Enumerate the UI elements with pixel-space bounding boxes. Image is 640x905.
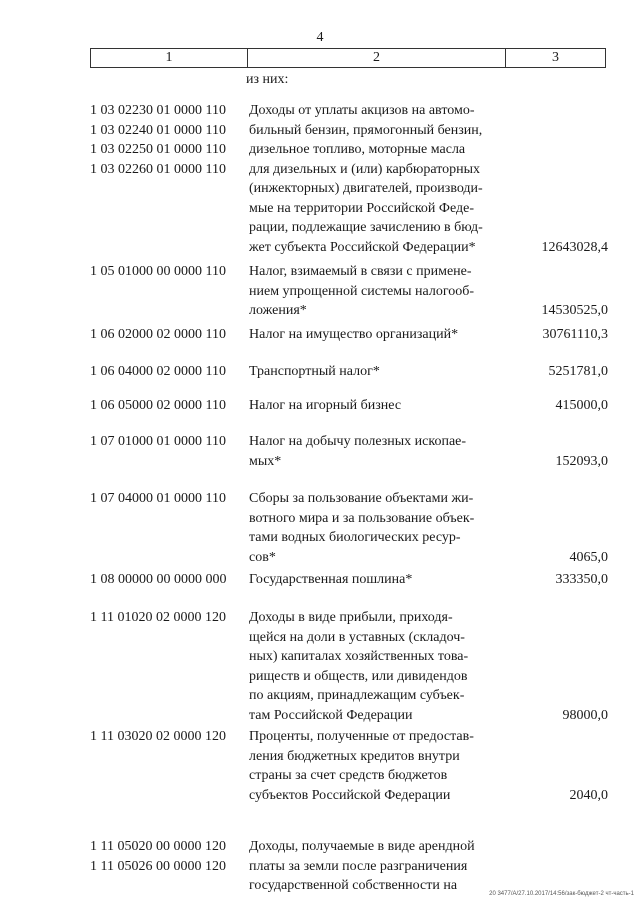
- description-line: Налог на добычу полезных ископае-: [249, 434, 467, 449]
- description-line: щейся на доли в уставных (складоч-: [249, 629, 465, 645]
- revenue-description: [249, 325, 500, 345]
- amount-value: 152093,0: [555, 453, 608, 469]
- amount-value: 2040,0: [569, 787, 608, 803]
- budget-code: [90, 396, 240, 416]
- description-line: Государственная пошлина*: [249, 572, 413, 587]
- revenue-description: [249, 570, 500, 590]
- page-number: 4: [316, 30, 324, 45]
- description-line: ления бюджетных кредитов внутри: [249, 748, 460, 764]
- revenue-description: [249, 262, 500, 321]
- description-line: вотного мира и за пользование объек-: [249, 510, 475, 526]
- revenue-description: [249, 101, 500, 257]
- description-line: Доходы от уплаты акцизов на автомо-: [249, 103, 475, 118]
- description-line: риществ и обществ, или дивидендов: [249, 668, 468, 684]
- description-line: Доходы в виде прибыли, приходя-: [249, 610, 453, 625]
- budget-code-line: 1 03 02240 01 0000 110: [90, 122, 226, 138]
- budget-code: [90, 262, 240, 282]
- budget-code-line: 1 06 04000 02 0000 110: [90, 364, 226, 379]
- description-line: (инжекторных) двигателей, производи-: [249, 181, 483, 196]
- description-line: Налог, взимаемый в связи с примене-: [249, 264, 472, 279]
- description-line: Налог на имущество организаций*: [249, 327, 459, 342]
- revenue-description: [249, 362, 500, 382]
- header-col-2: 2: [248, 49, 506, 67]
- description-line: тами водных биологических ресур-: [249, 530, 461, 545]
- description-line: субъектов Российской Федерации: [249, 787, 451, 803]
- budget-code-line: 1 11 01020 02 0000 120: [90, 610, 226, 625]
- revenue-description: [249, 432, 500, 471]
- revenue-description: [249, 727, 500, 805]
- description-line: по акциям, принадлежащим субъек-: [249, 688, 465, 703]
- description-line: страны за счет средств бюджетов: [249, 768, 448, 783]
- budget-code-line: 1 11 05026 00 0000 120: [90, 858, 226, 874]
- budget-code-line: 1 07 01000 01 0000 110: [90, 434, 226, 449]
- budget-code-line: 1 11 03020 02 0000 120: [90, 729, 226, 744]
- budget-code-line: 1 05 01000 00 0000 110: [90, 264, 226, 279]
- revenue-description: [249, 837, 500, 896]
- description-line: там Российской Федерации: [249, 707, 413, 723]
- description-line: Сборы за пользование объектами жи-: [249, 491, 474, 506]
- amount-value: 30761110,3: [542, 327, 608, 342]
- budget-code-line: 1 03 02250 01 0000 110: [90, 142, 226, 157]
- budget-code-line: 1 08 00000 00 0000 000: [90, 572, 227, 587]
- description-line: Проценты, полученные от предостав-: [249, 729, 474, 744]
- amount-value: 4065,0: [569, 549, 608, 565]
- description-line: государственной собственности на: [249, 878, 458, 893]
- description-line: мые на территории Российской Феде-: [249, 200, 475, 216]
- table-header: [90, 48, 606, 68]
- description-line: мых*: [249, 453, 282, 469]
- description-line: Транспортный налог*: [249, 364, 380, 379]
- description-line: рации, подлежащие зачислению в бюд-: [249, 220, 483, 235]
- amount-value: 415000,0: [555, 398, 608, 413]
- budget-code-line: 1 06 05000 02 0000 110: [90, 398, 226, 413]
- description-line: нием упрощенной системы налогооб-: [249, 283, 475, 299]
- budget-code: [90, 489, 240, 509]
- description-line: Доходы, получаемые в виде арендной: [249, 839, 475, 854]
- header-col-1: 1: [91, 49, 248, 67]
- footer-stamp: 20 3477/А/27.10.2017/14:56/зак-бюджет-2 чт-часть-1: [489, 891, 634, 897]
- budget-code: [90, 837, 240, 876]
- intro-text: из них:: [246, 72, 289, 87]
- budget-code-line: 1 03 02260 01 0000 110: [90, 161, 226, 177]
- budget-code-line: 1 06 02000 02 0000 110: [90, 327, 226, 342]
- budget-code: [90, 608, 240, 628]
- revenue-description: [249, 489, 500, 567]
- amount-value: 333350,0: [555, 572, 608, 587]
- description-line: ных) капиталах хозяйственных това-: [249, 649, 469, 664]
- revenue-description: [249, 396, 500, 416]
- amount-value: 14530525,0: [541, 303, 608, 318]
- description-line: ложения*: [249, 303, 307, 318]
- description-line: дизельное топливо, моторные масла: [249, 142, 466, 157]
- budget-code: [90, 362, 240, 382]
- budget-code: [90, 570, 240, 590]
- budget-code: [90, 101, 240, 179]
- budget-code-line: 1 11 05020 00 0000 120: [90, 839, 226, 854]
- budget-code-line: 1 07 04000 01 0000 110: [90, 491, 226, 506]
- description-line: платы за земли после разграничения: [249, 858, 468, 874]
- budget-code: [90, 432, 240, 452]
- description-line: бильный бензин, прямогонный бензин,: [249, 122, 483, 138]
- description-line: для дизельных и (или) карбюраторных: [249, 161, 481, 177]
- amount-value: 98000,0: [562, 707, 608, 723]
- amount-value: 12643028,4: [541, 239, 608, 255]
- budget-code: [90, 727, 240, 747]
- amount-value: 5251781,0: [548, 364, 608, 379]
- header-col-3: 3: [552, 50, 559, 65]
- description-line: Налог на игорный бизнес: [249, 398, 402, 413]
- revenue-description: [249, 608, 500, 725]
- description-line: сов*: [249, 549, 276, 565]
- description-line: жет субъекта Российской Федерации*: [249, 239, 476, 255]
- budget-code-line: 1 03 02230 01 0000 110: [90, 103, 226, 118]
- budget-code: [90, 325, 240, 345]
